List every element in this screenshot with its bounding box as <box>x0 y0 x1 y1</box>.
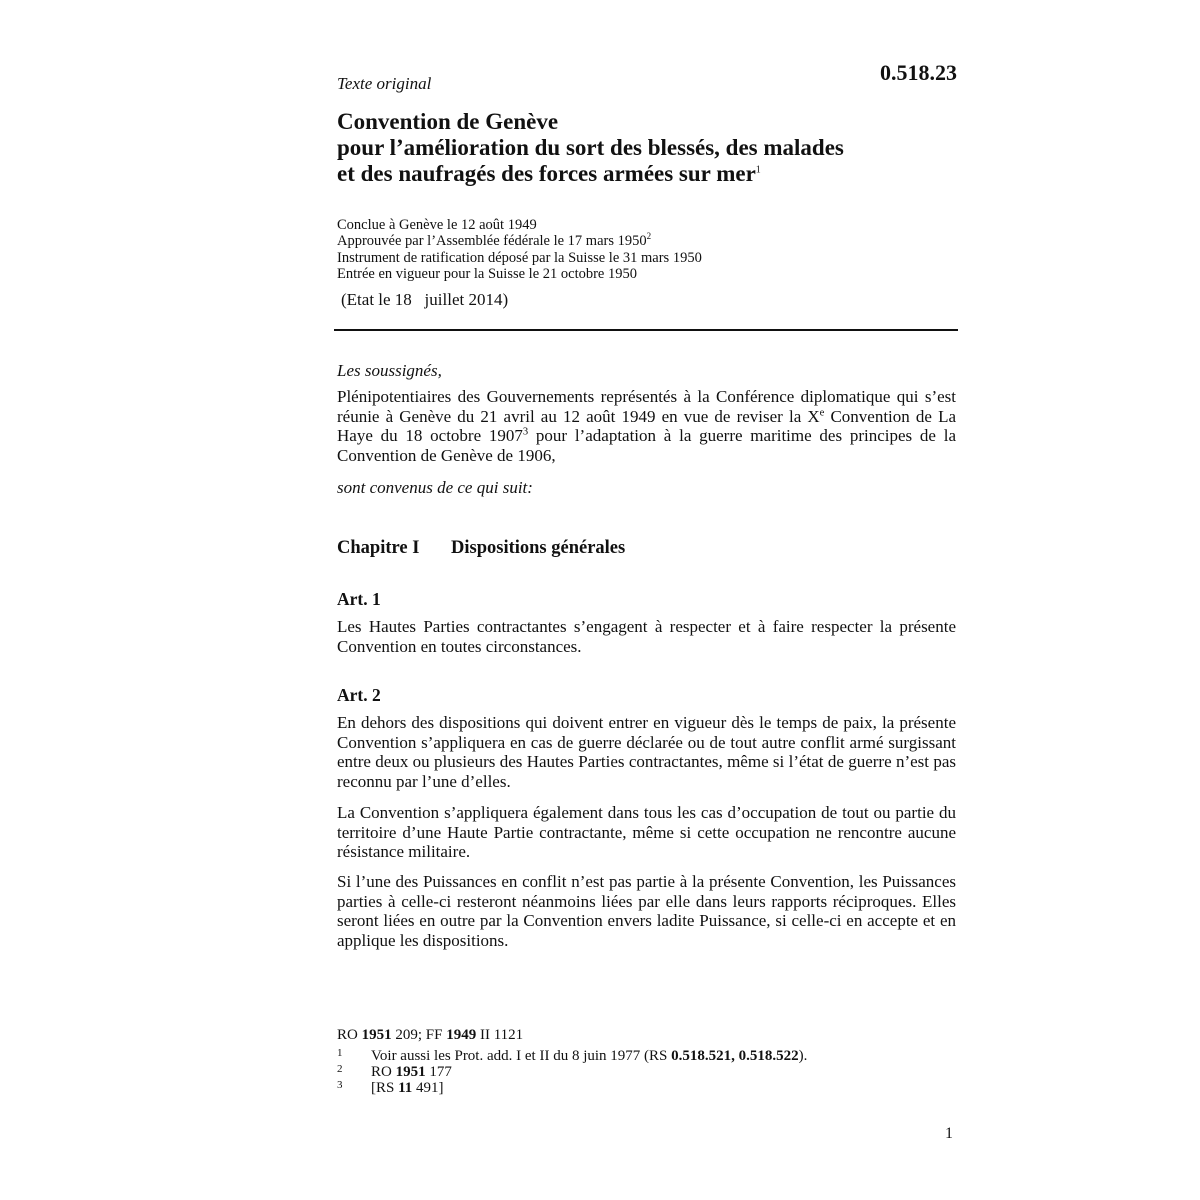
title-line-2: pour l’amélioration du sort des blessés, des malades <box>337 135 844 160</box>
title-line-3 <box>337 161 844 187</box>
footnote-part: 491] <box>412 1080 444 1096</box>
footnote-part: ). <box>798 1048 808 1064</box>
preamble-part-b: Convention de La Haye du 18 octobre 1907 <box>337 406 956 445</box>
source-ref-part: 209; FF <box>391 1027 447 1043</box>
footnote-text <box>371 1080 444 1096</box>
footnote-ref-2[interactable]: 2 <box>646 231 652 242</box>
meta-ratification: Instrument de ratification déposé par la Suisse le 31 mars 1950 <box>337 249 702 266</box>
meta-concluded: Conclue à Genève le 12 août 1949 <box>337 217 537 233</box>
meta-approved <box>337 233 702 249</box>
document-title <box>337 109 844 187</box>
preamble-part-c: pour l’adaptation à la guerre maritime des principes de la Convention de Genève de 1906, <box>337 426 956 465</box>
preamble-closing: sont convenus de ce qui suit: <box>337 478 533 497</box>
footnote-ref-3[interactable]: 3 <box>522 426 529 438</box>
article-2-paragraph-1: En dehors des dispositions qui doivent entrer en vigueur dès le temps de paix, la présente Convention s’appliquera en cas de guerre déclarée ou de tout autre conflit armé surgissant entre deux ou plusieurs des Hautes Parties contractantes, même si l’état de guerre n’est pas reconnu par l’une d’elles. <box>337 713 956 791</box>
chapter-heading <box>337 538 625 559</box>
footnote-ref-1[interactable]: 1 <box>755 164 761 176</box>
source-ref-year: 1949 <box>446 1027 477 1043</box>
footnote-number: 3 <box>337 1079 343 1091</box>
source-ref-part: II 1121 <box>476 1027 524 1043</box>
state-date: (Etat le 18 juillet 2014) <box>341 290 509 309</box>
footnote-text <box>371 1048 807 1064</box>
footnote-bold: 11 <box>398 1080 413 1096</box>
preamble-part-a: Plénipotentiaires des Gouvernements représentés à la Conférence diplomatique qui s’est réunie à Genève du 21 avril au 12 août 1949 en vue de reviser la X <box>337 387 956 426</box>
footnote-part: RO <box>371 1064 396 1080</box>
footnote-part: 177 <box>425 1064 452 1080</box>
footnote-bold: 0.518.521, 0.518.522 <box>671 1048 799 1064</box>
source-reference <box>337 1027 523 1044</box>
footnote-bold: 1951 <box>395 1064 426 1080</box>
header-divider <box>334 329 958 331</box>
source-ref-part: RO <box>337 1027 362 1043</box>
meta-in-force: Entrée en vigueur pour la Suisse le 21 octobre 1950 <box>337 266 637 283</box>
preamble-superscript: e <box>819 406 825 418</box>
page-number: 1 <box>945 1125 953 1142</box>
article-2-paragraph-3: Si l’une des Puissances en conflit n’est pas partie à la présente Convention, les Puissances parties à celle-ci resteront néanmoins liées par elle dans leurs rapports réciproques. Elles seront liées en outre par la Convention envers ladite Puissance, si celle-ci en accepte et en applique les dispositions. <box>337 872 956 950</box>
footnote-number: 2 <box>337 1063 343 1075</box>
preamble-text <box>337 387 956 465</box>
article-1-paragraph: Les Hautes Parties contractantes s’engagent à respecter et à faire respecter la présente Convention en toutes circonstances. <box>337 617 956 656</box>
footnote-part: [RS <box>371 1080 399 1096</box>
article-2-paragraph-2: La Convention s’appliquera également dans tous les cas d’occupation de tout ou partie du territoire d’une Haute Partie contractante, même si cette occupation ne rencontre aucune résistance militaire. <box>337 803 956 861</box>
article-2-heading: Art. 2 <box>337 685 381 705</box>
footnote-text <box>371 1064 452 1080</box>
source-ref-year: 1951 <box>361 1027 392 1043</box>
article-1-heading: Art. 1 <box>337 589 381 609</box>
document-label: Texte original <box>337 74 432 93</box>
footnote-number: 1 <box>337 1047 343 1059</box>
sr-number: 0.518.23 <box>880 60 957 85</box>
chapter-number: Chapitre I <box>337 538 420 558</box>
title-line-1: Convention de Genève <box>337 109 559 134</box>
document-metadata <box>337 217 702 283</box>
footnote-part: Voir aussi les Prot. add. I et II du 8 juin 1977 (RS <box>371 1048 672 1064</box>
title-line-3-text: et des naufragés des forces armées sur mer <box>337 161 756 186</box>
chapter-title: Dispositions générales <box>451 538 626 558</box>
preamble-intro: Les soussignés, <box>337 361 442 380</box>
meta-approved-text: Approuvée par l’Assemblée fédérale le 17 mars 1950 <box>337 233 647 250</box>
